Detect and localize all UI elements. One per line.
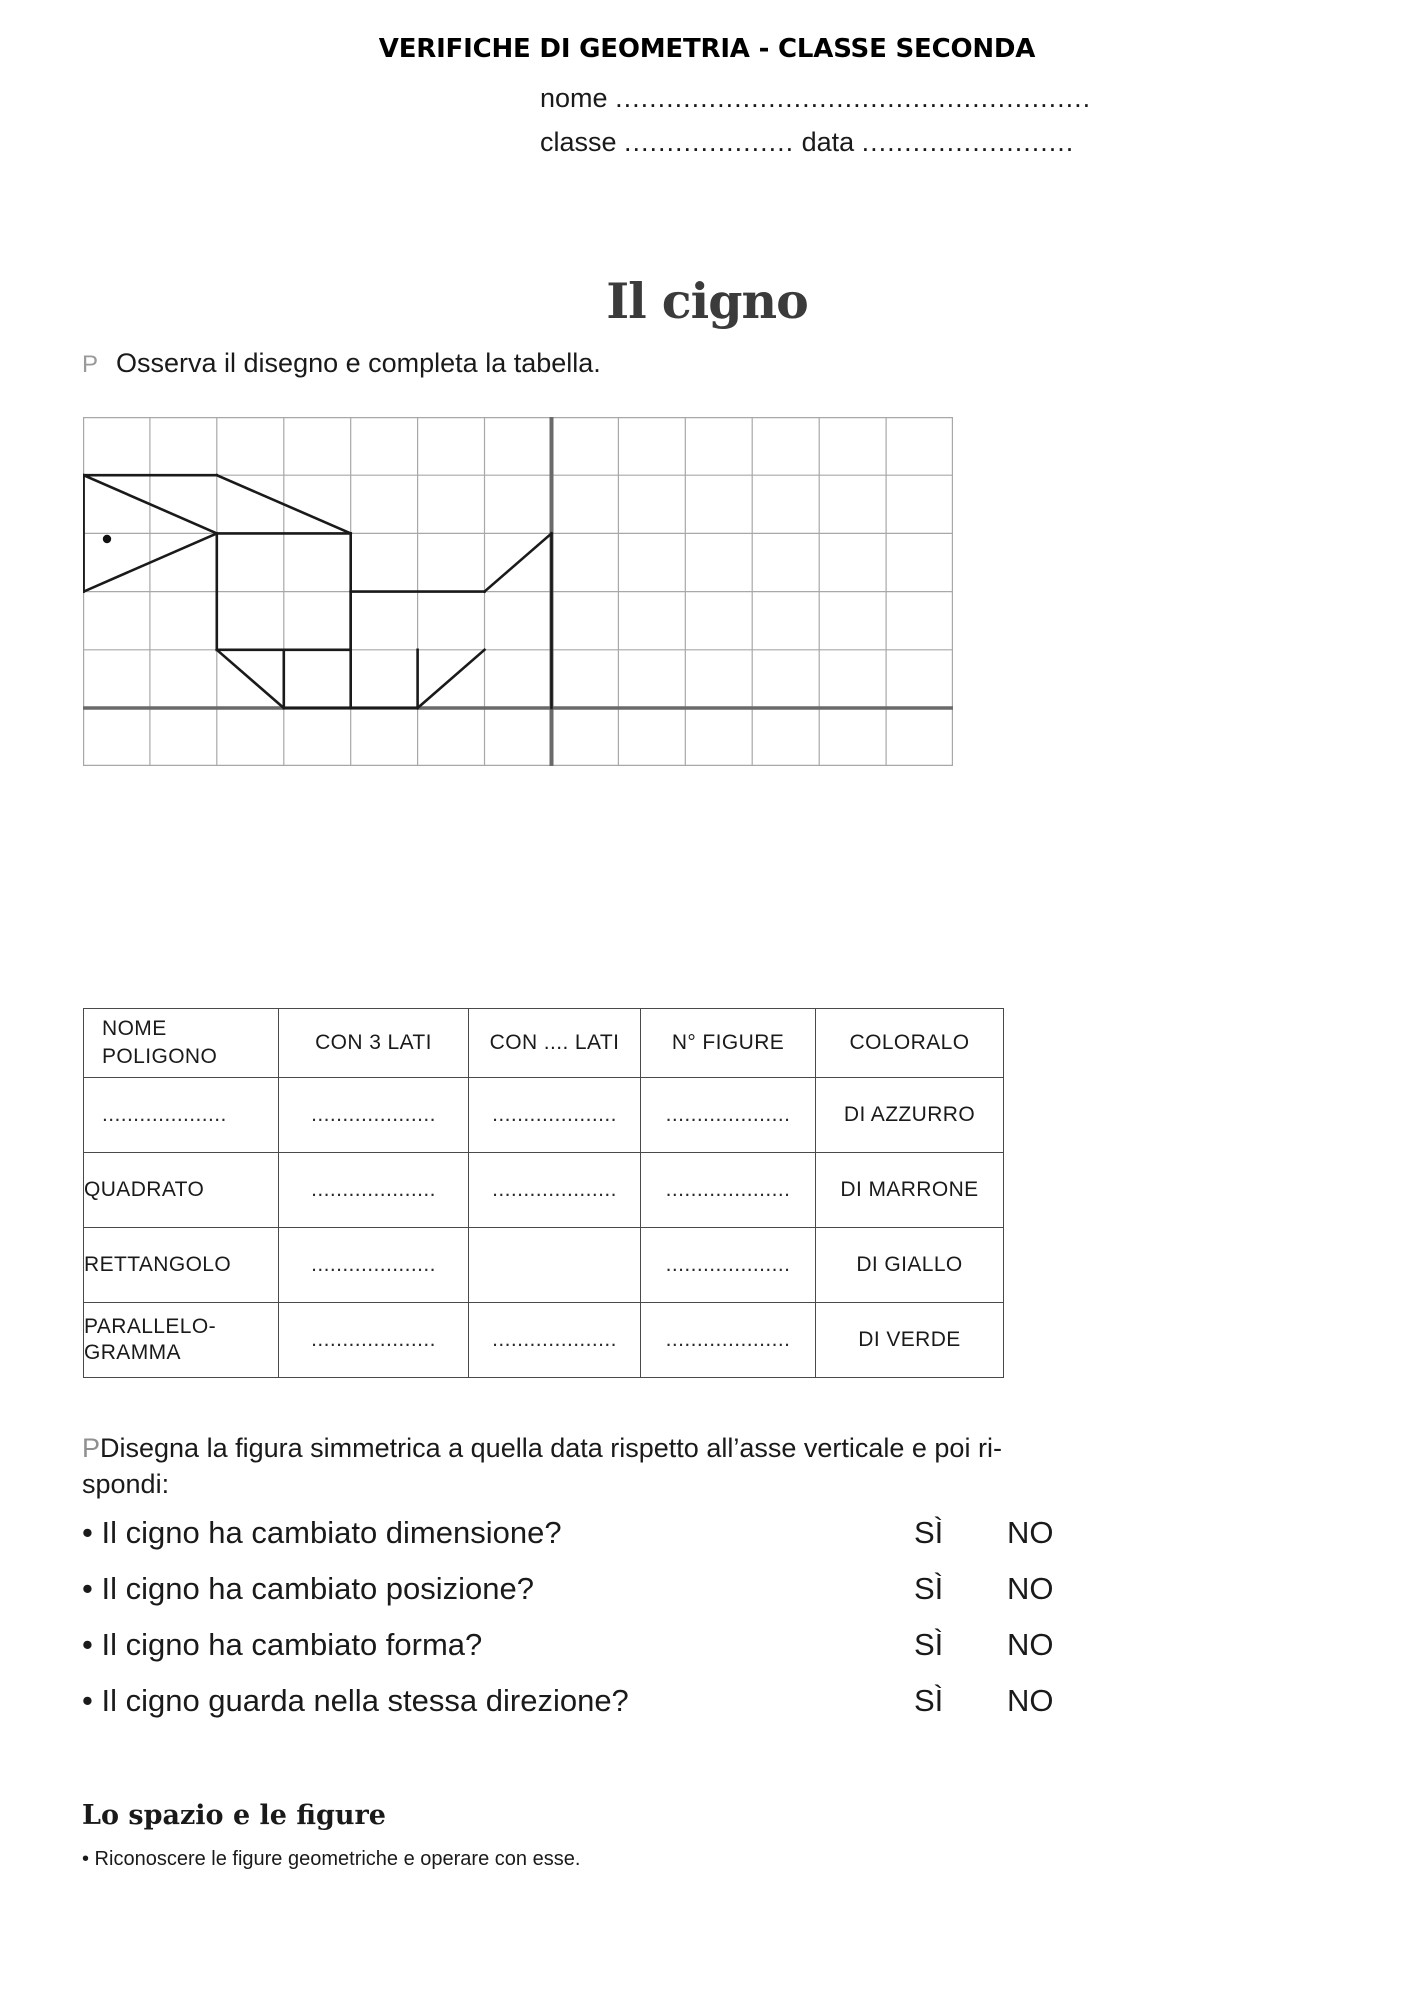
question-row-4 [82, 1683, 1182, 1739]
cell-nfig-1[interactable]: .................... [641, 1078, 816, 1153]
cell-nome-poligono-2: QUADRATO [84, 1153, 279, 1228]
column-header-n-figure: N° FIGURE [641, 1009, 816, 1078]
name-field-row [540, 76, 1240, 120]
answer-si-1[interactable]: SÌ [914, 1515, 944, 1550]
task-marker-icon-2: P [82, 1433, 101, 1463]
class-fill-line[interactable]: .................... [624, 127, 795, 157]
footer-objective-note: • Riconoscere le figure geometriche e operare con esse. [82, 1848, 581, 1870]
question-row-1 [82, 1515, 1182, 1571]
cell-nome-line1: PARALLELO- [84, 1315, 216, 1338]
page-title: Il cigno [606, 272, 808, 330]
answer-no-4[interactable]: NO [1007, 1683, 1054, 1718]
cell-nfig-3[interactable]: .................... [641, 1228, 816, 1303]
drawing-grid-area[interactable] [83, 417, 953, 766]
question-row-3 [82, 1627, 1182, 1683]
name-label: nome [540, 83, 608, 113]
class-label: classe [540, 127, 617, 157]
question-text-1: • Il cigno ha cambiato dimensione? [82, 1515, 562, 1550]
answer-si-4[interactable]: SÌ [914, 1683, 944, 1718]
task-marker-icon: P [82, 351, 99, 378]
swan-grid-svg [83, 417, 953, 766]
column-header-con-x-lati: CON .... LATI [469, 1009, 641, 1078]
answer-no-1[interactable]: NO [1007, 1515, 1054, 1550]
cell-color-1: DI AZZURRO [816, 1078, 1004, 1153]
cell-conx-1[interactable]: .................... [469, 1078, 641, 1153]
symmetry-task-block [82, 1430, 1142, 1502]
cell-color-2: DI MARRONE [816, 1153, 1004, 1228]
cell-con3-2[interactable]: .................... [279, 1153, 469, 1228]
table-row [84, 1078, 1004, 1153]
polygon-table [83, 1008, 1004, 1378]
table-row [84, 1153, 1004, 1228]
header-nome-line1: NOME [102, 1017, 167, 1040]
cell-conx-2[interactable]: .................... [469, 1153, 641, 1228]
class-date-field-row [540, 120, 1240, 164]
cell-con3-1[interactable]: .................... [279, 1078, 469, 1153]
cell-conx-3 [469, 1228, 641, 1303]
date-label: data [801, 127, 855, 157]
column-header-coloralo: COLORALO [816, 1009, 1004, 1078]
instruction-line [82, 348, 1082, 379]
cell-nfig-4[interactable]: .................... [641, 1303, 816, 1378]
cell-nome-poligono-3: RETTANGOLO [84, 1228, 279, 1303]
footer-section-title: Lo spazio e le figure [82, 1800, 386, 1831]
cell-nome-poligono-4 [84, 1303, 279, 1378]
header-nome-line2: POLIGONO [102, 1045, 218, 1068]
name-fill-line[interactable]: ........................................................ [615, 83, 1092, 113]
table-row [84, 1303, 1004, 1378]
cell-con3-4[interactable]: .................... [279, 1303, 469, 1378]
question-text-3: • Il cigno ha cambiato forma? [82, 1627, 483, 1662]
question-text-4: • Il cigno guarda nella stessa direzione? [82, 1683, 629, 1718]
instruction-text: Osserva il disegno e completa la tabella. [116, 348, 601, 378]
grid-lines [83, 417, 953, 766]
question-text-2: • Il cigno ha cambiato posizione? [82, 1571, 535, 1606]
symmetry-text-line1: Disegna la figura simmetrica a quella data rispetto all’asse verticale e poi ri- [100, 1433, 1002, 1463]
table-header-row [84, 1009, 1004, 1078]
question-row-2 [82, 1571, 1182, 1627]
cell-nome-poligono-1[interactable]: .................... [84, 1078, 279, 1153]
table-row [84, 1228, 1004, 1303]
symmetry-text-line2: spondi: [82, 1469, 170, 1499]
column-header-nome-poligono [84, 1009, 279, 1078]
cell-color-4: DI VERDE [816, 1303, 1004, 1378]
answer-no-2[interactable]: NO [1007, 1571, 1054, 1606]
cell-color-3: DI GIALLO [816, 1228, 1004, 1303]
column-header-con-3-lati: CON 3 LATI [279, 1009, 469, 1078]
cell-con3-3[interactable]: .................... [279, 1228, 469, 1303]
date-fill-line[interactable]: ......................... [861, 127, 1075, 157]
cell-nome-line2: GRAMMA [84, 1341, 181, 1364]
student-fields [540, 76, 1240, 164]
document-title: VERIFICHE DI GEOMETRIA - CLASSE SECONDA [378, 34, 1036, 64]
answer-no-3[interactable]: NO [1007, 1627, 1054, 1662]
cell-conx-4[interactable]: .................... [469, 1303, 641, 1378]
cell-nfig-2[interactable]: .................... [641, 1153, 816, 1228]
answer-si-2[interactable]: SÌ [914, 1571, 944, 1606]
answer-si-3[interactable]: SÌ [914, 1627, 944, 1662]
question-list [82, 1515, 1182, 1739]
swan-eye-dot [103, 535, 111, 543]
